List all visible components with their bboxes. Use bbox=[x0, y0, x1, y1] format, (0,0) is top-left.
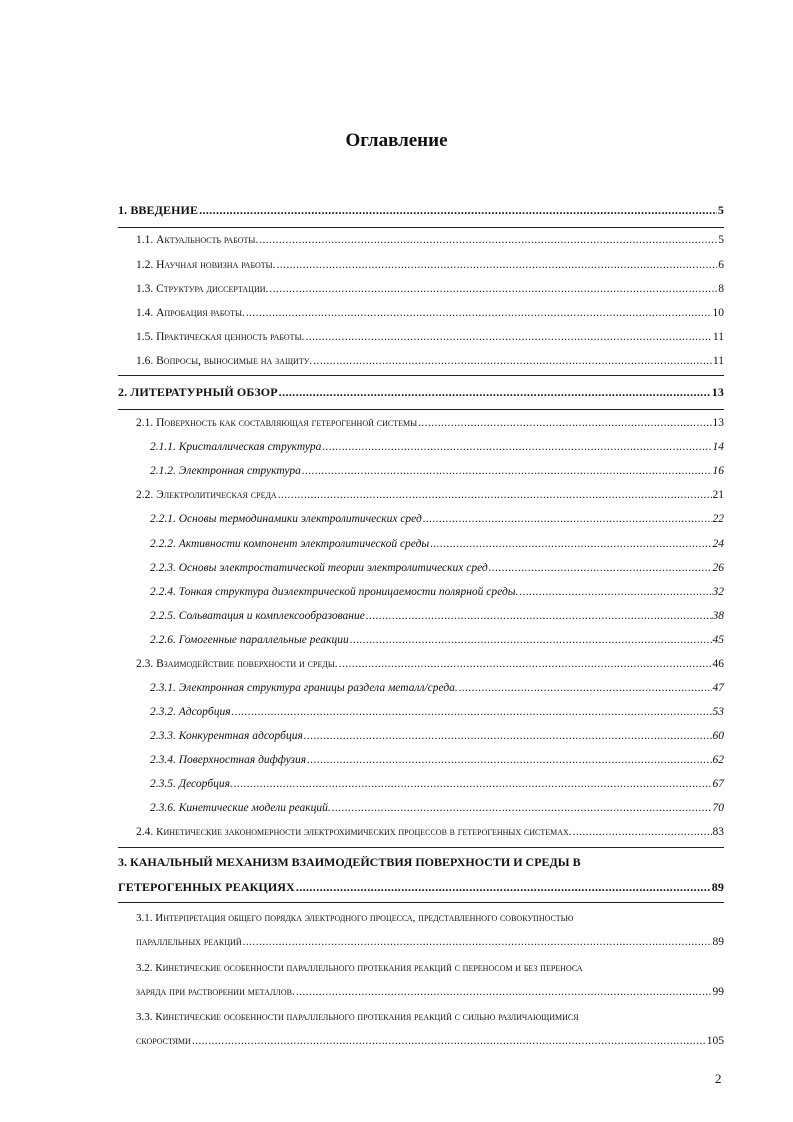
toc-page-number: 89 bbox=[711, 880, 724, 894]
dot-leader bbox=[259, 233, 717, 247]
separator-rule bbox=[118, 227, 724, 228]
toc-page-number: 24 bbox=[712, 538, 724, 550]
toc-entry-subsection[interactable]: 2.3.6. Кинетические модели реакций. ..... 70 bbox=[150, 801, 724, 815]
toc-entry-subsection[interactable]: 2.3.5. Десорбция. ..... 67 bbox=[150, 777, 724, 791]
dot-leader bbox=[366, 609, 712, 623]
toc-entry-section[interactable]: параллельных реакций ..... 89 bbox=[136, 935, 724, 949]
toc-page-number: 22 bbox=[712, 513, 724, 525]
page-number: 2 bbox=[715, 1071, 722, 1086]
toc-page-number: 70 bbox=[712, 802, 724, 814]
toc-page-number: 38 bbox=[712, 610, 724, 622]
toc-page-number: 45 bbox=[712, 634, 724, 646]
toc-chapter-3-title-line1[interactable]: 3. КАНАЛЬНЫЙ МЕХАНИЗМ ВЗАИМОДЕЙСТВИЯ ПОВЕРХНОСТИ И СРЕДЫ В bbox=[118, 855, 581, 869]
toc-page-number: 14 bbox=[712, 441, 724, 453]
toc-entry-subsection[interactable]: 2.2.3. Основы электростатической теории электролитических сред ..... 26 bbox=[150, 561, 724, 575]
toc-page-number: 26 bbox=[712, 562, 724, 574]
toc-entry-section[interactable]: 2.4. Кинетические закономерности электрохимических процессов в гетерогенных системах. ..... 83 bbox=[136, 825, 724, 839]
toc-page-number: 13 bbox=[712, 417, 724, 429]
toc-page-number: 5 bbox=[718, 234, 724, 246]
dot-leader bbox=[322, 440, 711, 454]
dot-leader bbox=[350, 633, 712, 647]
page-title: Оглавление bbox=[345, 130, 448, 151]
separator-rule bbox=[118, 375, 724, 376]
toc-label: ГЕТЕРОГЕННЫХ РЕАКЦИЯХ bbox=[118, 880, 295, 894]
toc-section-3-3-line1[interactable]: 3.3. Кинетические особенности параллельного протекания реакций с сильно различающимися bbox=[136, 1011, 579, 1023]
toc-page-number: 89 bbox=[712, 936, 724, 948]
toc-label: 2. ЛИТЕРАТУРНЫЙ ОБЗОР bbox=[118, 385, 278, 399]
toc-page-number: 10 bbox=[712, 307, 724, 319]
dot-leader bbox=[243, 935, 712, 949]
dot-leader bbox=[199, 203, 717, 217]
separator-rule bbox=[118, 847, 724, 848]
toc-entry-chapter-3[interactable] bbox=[118, 880, 724, 894]
toc-page-number: 47 bbox=[712, 682, 724, 694]
toc-entry-section[interactable]: 1.3. Структура диссертации. ..... 8 bbox=[136, 282, 724, 296]
dot-leader bbox=[192, 1034, 706, 1048]
dot-leader bbox=[296, 880, 711, 894]
dot-leader bbox=[339, 657, 712, 671]
toc-page-number: 8 bbox=[718, 283, 724, 295]
toc-entry-section[interactable]: 2.2. Электролитическая среда ..... 21 bbox=[136, 488, 724, 502]
toc-page-number: 60 bbox=[712, 730, 724, 742]
dot-leader bbox=[459, 681, 712, 695]
dot-leader bbox=[277, 258, 718, 272]
dot-leader bbox=[302, 464, 712, 478]
toc-page-number: 6 bbox=[718, 259, 724, 271]
toc-entry-section[interactable]: заряда при растворении металлов. ..... 99 bbox=[136, 985, 724, 999]
dot-leader bbox=[307, 753, 711, 767]
toc-entry-section[interactable]: 1.5. Практическая ценность работы. ..... 11 bbox=[136, 330, 724, 344]
toc-page-number: 16 bbox=[712, 465, 724, 477]
dot-leader bbox=[332, 801, 712, 815]
toc-page-number: 99 bbox=[712, 986, 724, 998]
toc-page-number: 11 bbox=[712, 355, 724, 367]
dot-leader bbox=[418, 416, 711, 430]
dot-leader bbox=[234, 777, 712, 791]
separator-rule bbox=[118, 902, 724, 903]
toc-entry-subsection[interactable]: 2.3.3. Конкурентная адсорбция ..... 60 bbox=[150, 729, 724, 743]
toc-page-number: 53 bbox=[712, 706, 724, 718]
dot-leader bbox=[519, 585, 711, 599]
toc-page-number: 11 bbox=[712, 331, 724, 343]
toc-page-number: 32 bbox=[712, 586, 724, 598]
toc-entry-subsection[interactable]: 2.1.1. Кристаллическая структура ..... 14 bbox=[150, 440, 724, 454]
toc-entry-section[interactable]: 1.4. Апробация работы. ..... 10 bbox=[136, 306, 724, 320]
toc-entry-subsection[interactable]: 2.2.2. Активности компонент электролитической среды ..... 24 bbox=[150, 537, 724, 551]
dot-leader bbox=[305, 330, 711, 344]
toc-entry-subsection[interactable]: 2.3.1. Электронная структура границы раздела металл/среда. ..... 47 bbox=[150, 681, 724, 695]
toc-page-number: 46 bbox=[712, 658, 724, 670]
toc-entry-subsection[interactable]: 2.3.4. Поверхностная диффузия ..... 62 bbox=[150, 753, 724, 767]
dot-leader bbox=[489, 561, 712, 575]
separator-rule bbox=[118, 409, 724, 410]
toc-entry-subsection[interactable]: 2.2.5. Сольватация и комплексообразование ..... 38 bbox=[150, 609, 724, 623]
dot-leader bbox=[423, 512, 712, 526]
toc-entry-section[interactable]: 1.2. Научная новизна работы. ..... 6 bbox=[136, 258, 724, 272]
toc-entry-section[interactable]: 2.3. Взаимодействие поверхности и среды. ..... 46 bbox=[136, 657, 724, 671]
dot-leader bbox=[246, 306, 712, 320]
toc-entry-subsection[interactable]: 2.3.2. Адсорбция ..... 53 bbox=[150, 705, 724, 719]
toc-page-number: 13 bbox=[711, 385, 724, 399]
toc-entry-section[interactable]: 1.1. Актуальность работы. ..... 5 bbox=[136, 233, 724, 247]
dot-leader bbox=[278, 488, 712, 502]
dot-leader bbox=[269, 282, 717, 296]
toc-section-3-2-line1[interactable]: 3.2. Кинетические особенности параллельного протекания реакций с переносом и без переноса bbox=[136, 962, 583, 974]
dot-leader bbox=[313, 354, 712, 368]
dot-leader bbox=[304, 729, 712, 743]
toc-entry-section[interactable]: 2.1. Поверхность как составляющая гетерогенной системы ..... 13 bbox=[136, 416, 724, 430]
toc-page-number: 105 bbox=[706, 1035, 724, 1047]
toc-entry-section[interactable]: скоростями ..... 105 bbox=[136, 1034, 724, 1048]
toc-page-number: 83 bbox=[712, 826, 724, 838]
toc-entry-chapter-1[interactable] bbox=[118, 203, 724, 217]
dot-leader bbox=[232, 705, 712, 719]
toc-page-number: 5 bbox=[717, 203, 724, 217]
dot-leader bbox=[279, 385, 711, 399]
toc-entry-subsection[interactable]: 2.1.2. Электронная структура ..... 16 bbox=[150, 464, 724, 478]
toc-page-number: 62 bbox=[712, 754, 724, 766]
toc-entry-section[interactable]: 1.6. Вопросы, выносимые на защиту. ..... 11 bbox=[136, 354, 724, 368]
toc-entry-chapter-2[interactable] bbox=[118, 385, 724, 399]
toc-page-number: 21 bbox=[712, 489, 724, 501]
dot-leader bbox=[573, 825, 712, 839]
toc-label: 1. ВВЕДЕНИЕ bbox=[118, 203, 199, 217]
dot-leader bbox=[430, 537, 711, 551]
toc-entry-subsection[interactable]: 2.2.4. Тонкая структура диэлектрической проницаемости полярной среды. ..... 32 bbox=[150, 585, 724, 599]
dot-leader bbox=[296, 985, 712, 999]
toc-section-3-1-line1[interactable]: 3.1. Интерпретация общего порядка электродного процесса, представленного совокупностью bbox=[136, 912, 574, 924]
toc-page-number: 67 bbox=[712, 778, 724, 790]
toc-entry-subsection[interactable]: 2.2.1. Основы термодинамики электролитических сред ..... 22 bbox=[150, 512, 724, 526]
toc-entry-subsection[interactable]: 2.2.6. Гомогенные параллельные реакции ..... 45 bbox=[150, 633, 724, 647]
